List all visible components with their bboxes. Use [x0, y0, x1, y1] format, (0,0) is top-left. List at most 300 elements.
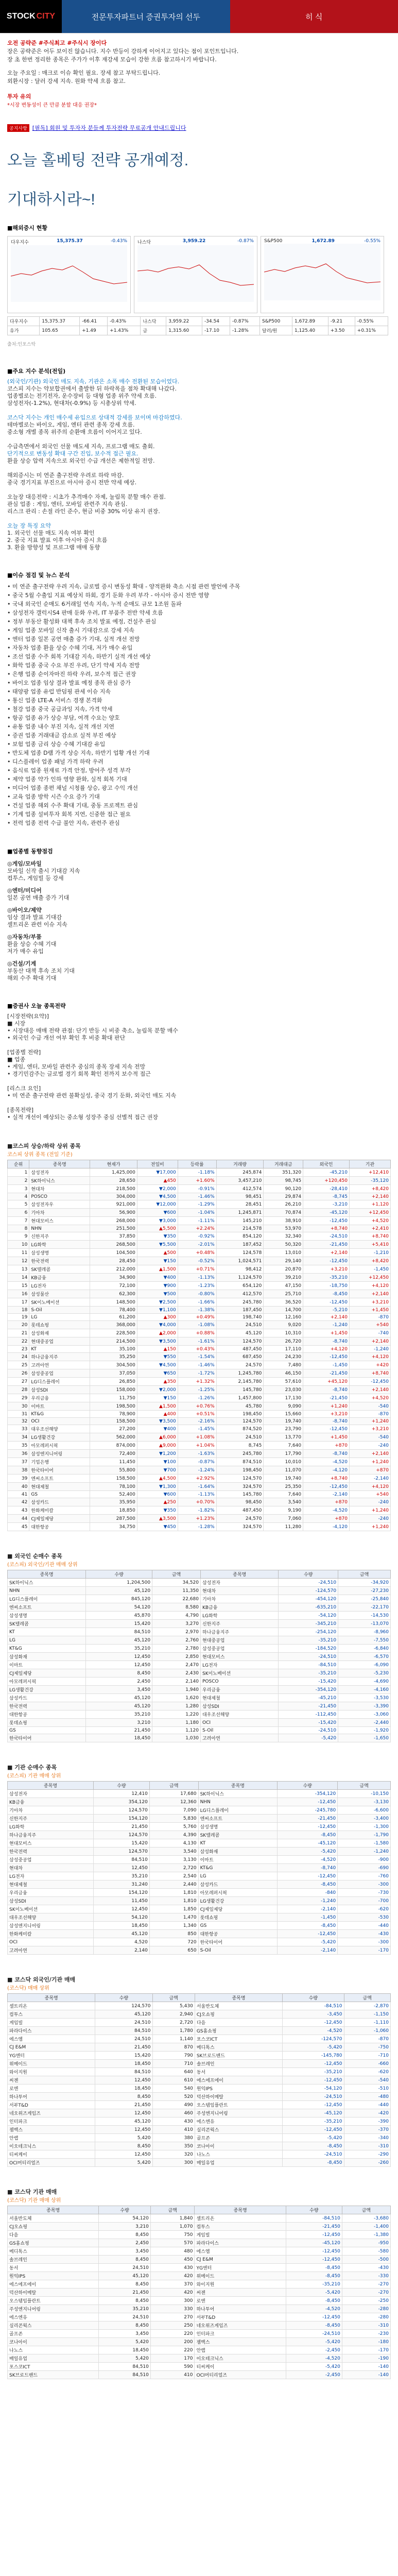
summary-cell: 15,375.37 [40, 317, 80, 326]
table-row[interactable] [8, 2256, 391, 2264]
table-cell: 12,450 [94, 1905, 150, 1913]
table-cell: -1,240 [303, 1321, 350, 1329]
table-cell: 인터파크 [195, 2330, 286, 2338]
summary-cell: 다우지수 [8, 317, 40, 326]
table-cell: 아모레퍼시픽 [8, 1677, 86, 1686]
table-cell: +1,240 [350, 1418, 391, 1425]
table-cell: -22,170 [338, 1603, 391, 1612]
table-row[interactable] [8, 1168, 391, 1177]
table-row[interactable] [8, 1257, 391, 1265]
table-cell: -1,400 [342, 2223, 390, 2231]
warn-head: 투자 유의 [7, 93, 31, 100]
table-cell: 34,520 [152, 1579, 201, 1587]
table-cell: 주성엔지니어링 [195, 2109, 282, 2117]
table-cell: 300 [152, 2159, 195, 2167]
table-header-cell: 등락률 [178, 1160, 216, 1168]
table-row[interactable] [8, 1694, 391, 1702]
table-cell: -0.80% [178, 1290, 216, 1298]
table-row[interactable] [8, 1636, 391, 1645]
table-row[interactable] [8, 1232, 391, 1241]
table-row[interactable] [8, 1265, 391, 1274]
table-cell: 씨젠 [8, 2076, 95, 2084]
table-row[interactable] [8, 2321, 391, 2330]
table-row[interactable] [8, 1249, 391, 1257]
table-row[interactable] [8, 2231, 391, 2239]
table-cell: 위메이드 [195, 2272, 286, 2280]
table-row[interactable] [8, 1686, 391, 1694]
table-row[interactable] [8, 1603, 391, 1612]
table-cell: 이오테크닉스 [8, 2142, 95, 2150]
table-header-cell: 종목명 [200, 1570, 278, 1579]
table-row[interactable] [8, 1353, 391, 1361]
table-row[interactable] [8, 1425, 391, 1433]
sector-list [7, 860, 391, 982]
table-cell: 22,680 [152, 1595, 201, 1603]
table-row[interactable] [8, 2338, 391, 2346]
table-cell: -4,520 [286, 2354, 342, 2363]
table-cell: -240 [350, 1498, 391, 1506]
index-box-sp500[interactable] [261, 236, 384, 313]
table-row[interactable] [8, 2214, 391, 2223]
table-cell: 대우조선해양 [8, 1913, 94, 1922]
table-cell: +8,740 [303, 1475, 350, 1483]
table-cell: +2,140 [350, 1290, 391, 1298]
table-row[interactable] [8, 2043, 391, 2052]
table-cell: 21,450 [94, 1823, 150, 1831]
table-cell: 2,720 [152, 2019, 195, 2027]
intro-line-3: 장 초 한번 정리한 종목은 주가가 이후 재강세 모습이 강한 흐름 참고하시기 바랍니다. [7, 56, 217, 63]
index-chart-dow [11, 245, 127, 302]
table-row[interactable] [8, 1193, 391, 1200]
table-cell: 710 [152, 2060, 195, 2068]
index-chart-nasdaq [137, 245, 254, 302]
table-row[interactable] [8, 1905, 391, 1913]
table-cell: +4,520 [350, 1394, 391, 1402]
summary-cell: 105.65 [40, 326, 80, 335]
table-row[interactable] [8, 1442, 391, 1450]
table-cell: 25,350 [264, 1483, 303, 1491]
table-cell: +1,240 [303, 1402, 350, 1411]
table-cell: 354,120 [94, 1798, 150, 1806]
table-row[interactable] [8, 1677, 391, 1686]
table-cell: 33 [8, 1425, 29, 1433]
table-row[interactable] [8, 1282, 391, 1290]
table-cell: -12,450 [303, 1425, 350, 1433]
issue-bullet: • 태양광 업종 유럽 반덤핑 관세 이슈 지속 [7, 688, 111, 695]
site-logo[interactable] [0, 0, 62, 33]
table-row[interactable] [8, 2076, 391, 2084]
table-cell: 78,100 [90, 1483, 137, 1491]
table-row[interactable] [8, 1298, 391, 1307]
table-row[interactable] [8, 1217, 391, 1225]
table-row[interactable] [8, 2117, 391, 2126]
table-row[interactable] [8, 1378, 391, 1386]
intro-line-5: 외환시장 : 달러 강세 지속. 원화 약세 흐름 참고. [7, 78, 126, 84]
table-cell: -45,210 [303, 1168, 350, 1177]
table-row[interactable] [8, 1394, 391, 1402]
table-row[interactable] [8, 1897, 391, 1905]
table-cell: -1,450 [278, 1913, 338, 1922]
table-row[interactable] [8, 1579, 391, 1587]
table-cell: -12,450 [283, 2019, 344, 2027]
table-cell: YG엔터 [8, 2052, 95, 2060]
table-row[interactable] [8, 2150, 391, 2159]
table-row[interactable] [8, 1798, 391, 1806]
table-row[interactable] [8, 1831, 391, 1839]
table-cell: GS홈쇼핑 [8, 2239, 99, 2247]
sponsor-banner-1[interactable]: 전문투자파트너 증권투자의 선두 [62, 0, 230, 33]
summary-cell: +1.49 [80, 326, 108, 335]
table-cell: +420 [350, 1361, 391, 1369]
summary-cell: 달러/원 [260, 326, 292, 335]
table-cell: 25 [8, 1361, 29, 1369]
announce-link[interactable]: [필독] 회원 및 투자자 분들께 투자전략 무료공개 안내드립니다 [32, 125, 186, 131]
table-cell: 아모레퍼시픽 [29, 1442, 90, 1450]
table-row[interactable] [8, 1587, 391, 1595]
table-cell: 로엔 [195, 2297, 286, 2305]
table-row[interactable] [8, 2134, 391, 2142]
table-cell: 874,520 [216, 1425, 264, 1433]
table-cell: ▼4,500 [137, 1193, 178, 1200]
table-cell: 324,570 [216, 1523, 264, 1531]
announce-badge: 공지사항 [7, 124, 29, 132]
table-cell: -1.61% [178, 1337, 216, 1346]
table-row[interactable] [8, 1402, 391, 1411]
table-cell: KT&G [29, 1411, 90, 1418]
table-cell: 750 [150, 2231, 195, 2239]
table-row[interactable] [8, 2002, 391, 2010]
table-cell: -454,120 [279, 1595, 338, 1603]
table-row[interactable] [8, 1515, 391, 1523]
table-cell: 2,970 [152, 1628, 201, 1636]
table-row[interactable] [8, 2101, 391, 2109]
table-row[interactable] [8, 1185, 391, 1193]
table-cell: -21,450 [303, 1241, 350, 1249]
table-cell: 412,574 [216, 1185, 264, 1193]
table-cell: 3,540 [149, 1848, 198, 1856]
table-cell: CJ E&M [195, 2256, 286, 2264]
table5-sub: (코스닥) 기관 매매 상위 [7, 2198, 61, 2204]
table-cell: 24,510 [216, 1433, 264, 1442]
table-row[interactable] [8, 1314, 391, 1321]
table-cell: 24,510 [99, 2313, 151, 2321]
table-cell: 삼성물산 [29, 1290, 90, 1298]
table-cell: 18 [8, 1307, 29, 1314]
comment-line: 오늘 장 특징 요약 [7, 522, 51, 529]
table-row[interactable] [8, 1290, 391, 1298]
table-cell: 56,900 [90, 1209, 137, 1217]
table-row[interactable] [8, 1483, 391, 1491]
table-row[interactable] [8, 1938, 391, 1946]
table-cell: -8,450 [283, 2142, 344, 2150]
table-row[interactable] [8, 2346, 391, 2354]
table-cell: 57,610 [264, 1378, 303, 1386]
table-cell: -1.63% [178, 1450, 216, 1458]
table-row[interactable] [8, 1856, 391, 1864]
table-cell: 삼성전자 [29, 1168, 90, 1177]
table-cell: -45,120 [286, 2239, 342, 2247]
table-header-cell: 금액 [344, 1994, 391, 2002]
summary-cell: -9.21 [328, 317, 355, 326]
table-row[interactable] [8, 1433, 391, 1442]
table-row[interactable] [8, 1595, 391, 1603]
table-row[interactable] [8, 1702, 391, 1710]
table-cell: ▲300 [137, 1314, 178, 1321]
table-cell: 3 [8, 1185, 29, 1193]
table-row[interactable] [8, 1790, 391, 1798]
table-row[interactable] [8, 1848, 391, 1856]
table-cell: -6,570 [338, 1653, 391, 1661]
table-cell: 서울반도체 [195, 2002, 282, 2010]
table-cell: -840 [278, 1889, 338, 1897]
table-row[interactable] [8, 2068, 391, 2076]
table-cell: -4,520 [283, 2027, 344, 2035]
table-row[interactable] [8, 1872, 391, 1880]
table-cell: -5,230 [338, 1669, 391, 1677]
table-cell: LG전자 [29, 1282, 90, 1290]
table-cell: -12,450 [303, 1217, 350, 1225]
table-row[interactable] [8, 1815, 391, 1823]
table-row[interactable] [8, 2223, 391, 2231]
table-cell: 메디톡스 [195, 2043, 282, 2052]
table-cell: 삼성화재 [198, 1848, 278, 1856]
table-cell: NHN [29, 1225, 90, 1232]
table-row[interactable] [8, 2159, 391, 2167]
table-row[interactable] [8, 2330, 391, 2338]
table-row[interactable] [8, 2027, 391, 2035]
table-cell: S-Oil [200, 1727, 278, 1734]
table-row[interactable] [8, 2093, 391, 2101]
table-cell: +4,120 [303, 1346, 350, 1353]
table-cell: 45,120 [95, 2010, 152, 2019]
table-row[interactable] [8, 1922, 391, 1930]
table-cell: 98,450 [216, 1498, 264, 1506]
table-cell: 로엔 [8, 2084, 95, 2093]
table-row[interactable] [8, 2126, 391, 2134]
table-row[interactable] [8, 1506, 391, 1515]
issue-bullet: • 미디어 업종 종편 채널 시청률 상승, 광고 수익 개선 [7, 785, 138, 791]
table-cell: +4,120 [350, 1353, 391, 1361]
table-cell: -4,520 [286, 2305, 342, 2313]
table-row[interactable] [8, 2371, 391, 2379]
table-row[interactable] [8, 1274, 391, 1282]
table-cell: ▼2,000 [137, 1185, 178, 1193]
table-cell: ▼350 [137, 1232, 178, 1241]
table-row[interactable] [8, 1321, 391, 1329]
table-row[interactable] [8, 1864, 391, 1872]
market-comment-head: ■주요 지수 분석(전일) [7, 368, 66, 375]
table-cell: ▼3,000 [137, 1217, 178, 1225]
table-row[interactable] [8, 1653, 391, 1661]
intro-line-2: 장은 공략준은 어두 보이진 않습니다. 지수 반등이 강하게 이어지고 있다는 점이 포인트입니다. [7, 48, 239, 55]
table-row[interactable] [8, 2142, 391, 2150]
summary-cell: -66.41 [80, 317, 108, 326]
comment-line: 수급측면에서 외국인 선물 매도세 지속, 프로그램 매도 출회. [7, 443, 155, 450]
table-row[interactable] [8, 1628, 391, 1636]
table-cell: -710 [344, 2052, 391, 2060]
table-cell: -5,420 [286, 2338, 342, 2346]
table-row[interactable] [8, 1880, 391, 1889]
table-row[interactable] [8, 1620, 391, 1628]
table-cell: OCI [29, 1418, 90, 1425]
table-row[interactable] [8, 1337, 391, 1346]
table-row[interactable] [8, 2035, 391, 2043]
summary-cell: 나스닥 [141, 317, 166, 326]
table-cell: 하나투어 [8, 2093, 95, 2101]
table-cell: -170 [342, 2346, 390, 2354]
table-row[interactable] [8, 1661, 391, 1669]
table-row[interactable] [8, 1475, 391, 1483]
table-cell: 12,450 [86, 1653, 152, 1661]
table-cell: 251,500 [90, 1225, 137, 1232]
table-row[interactable] [8, 2272, 391, 2280]
table-cell: -8,450 [278, 1922, 338, 1930]
table-row[interactable] [8, 2084, 391, 2093]
table-cell: 27 [8, 1378, 29, 1386]
table-row[interactable] [8, 1806, 391, 1815]
table-row[interactable] [8, 1458, 391, 1466]
table-row[interactable] [8, 1209, 391, 1217]
table-row[interactable] [8, 1307, 391, 1314]
table-row[interactable] [8, 2052, 391, 2060]
table-cell: 3,130 [149, 1856, 198, 1864]
table-cell: -300 [338, 1938, 391, 1946]
table-row[interactable] [8, 1645, 391, 1653]
table-cell: 2,440 [149, 1880, 198, 1889]
table-cell: 170 [150, 2354, 195, 2363]
table-row[interactable] [8, 1930, 391, 1938]
table-row[interactable] [8, 1361, 391, 1369]
sponsor-banner-2[interactable]: 히 식 [230, 0, 398, 33]
table-cell: -12,450 [303, 1257, 350, 1265]
table-row[interactable] [8, 1839, 391, 1848]
table-row[interactable] [8, 1241, 391, 1249]
table-row[interactable] [8, 2010, 391, 2019]
table-cell: ▼17,000 [137, 1168, 178, 1177]
table-cell: 4,520 [94, 1938, 150, 1946]
table-cell: -310 [342, 2321, 390, 2330]
issue-bullet: • 자동차 업종 환율 상승 수혜 기대, 저가 매수 유입 [7, 645, 133, 651]
table-row[interactable] [8, 1369, 391, 1378]
table-cell: -345,210 [279, 1620, 338, 1628]
top-banner[interactable] [0, 0, 398, 33]
table-cell: 2,720 [149, 1864, 198, 1872]
table-row[interactable] [8, 1612, 391, 1620]
table-cell: -2,450 [286, 2346, 342, 2354]
table-cell: 18,450 [99, 2346, 151, 2354]
table-cell: 28,451 [216, 1200, 264, 1209]
strategy-section [0, 987, 398, 1126]
table-row[interactable] [8, 2247, 391, 2256]
issue-bullet: • 전력 업종 전력 수급 불안 지속, 관련주 관심 [7, 820, 120, 826]
table-row[interactable] [8, 1200, 391, 1209]
table-cell: 31,240 [94, 1880, 150, 1889]
sector-line: 컴투스, 게임빌 등 강세 [7, 875, 64, 882]
table-row[interactable] [8, 1418, 391, 1425]
table-cell: ▼350 [137, 1506, 178, 1515]
table-cell: -6,840 [338, 1645, 391, 1653]
table-cell: POSCO [200, 1677, 278, 1686]
table-cell: LG [29, 1314, 90, 1321]
table-cell: SK브로드밴드 [195, 2052, 282, 2060]
table-row[interactable] [8, 1450, 391, 1458]
table-cell: 14 [8, 1274, 29, 1282]
table-row[interactable] [8, 2313, 391, 2321]
table-cell: 네오위즈게임즈 [195, 2321, 286, 2330]
table-row[interactable] [8, 1329, 391, 1337]
table-row[interactable] [8, 2354, 391, 2363]
table-cell: 골프존 [8, 2330, 99, 2338]
table-row[interactable] [8, 1734, 391, 1742]
table-row[interactable] [8, 1177, 391, 1185]
table-row[interactable] [8, 2297, 391, 2305]
index-box-nasdaq[interactable] [134, 236, 257, 313]
table-row[interactable] [8, 1411, 391, 1418]
table-row[interactable] [8, 2019, 391, 2027]
table-cell: 2,540 [149, 1872, 198, 1880]
table-row[interactable] [8, 1710, 391, 1719]
table-row[interactable] [8, 1913, 391, 1922]
table-cell: ▼4,500 [137, 1361, 178, 1369]
table-row[interactable] [8, 2363, 391, 2371]
table-cell: 45,870 [86, 1612, 152, 1620]
table-row[interactable] [8, 1669, 391, 1677]
table-row[interactable] [8, 2109, 391, 2117]
index-box-dow[interactable] [7, 236, 131, 313]
table-cell: 11,070 [264, 1466, 303, 1475]
table-cell: -1.29% [178, 1200, 216, 1209]
table-row[interactable] [8, 1491, 391, 1498]
table1-sub: 코스피 상위 종목 (전일 기준) [7, 1152, 73, 1158]
table-row[interactable] [8, 2239, 391, 2247]
table-row[interactable] [8, 1889, 391, 1897]
table-cell: 대한항공 [8, 1710, 86, 1719]
table-row[interactable] [8, 1225, 391, 1232]
table-row[interactable] [8, 2264, 391, 2272]
table-cell: -24,510 [279, 1653, 338, 1661]
table-cell: -124,570 [283, 2035, 344, 2043]
table-cell: 5,420 [99, 2354, 151, 2363]
table-row[interactable] [8, 1719, 391, 1727]
comment-line: 해외증시는 미 연준 출구전략 우려로 하락 마감. [7, 472, 124, 479]
table-cell: SK하이닉스 [8, 1579, 86, 1587]
table-row[interactable] [8, 1386, 391, 1394]
table-row[interactable] [8, 1523, 391, 1531]
table-cell: -145,780 [283, 2052, 344, 2060]
table-cell: 420 [150, 2272, 195, 2280]
table-cell: 480 [150, 2247, 195, 2256]
table-row[interactable] [8, 1727, 391, 1734]
table-cell: 포스코ICT [8, 2363, 99, 2371]
table-row[interactable] [8, 2289, 391, 2297]
table-row[interactable] [8, 2280, 391, 2289]
sector-title: ◎자동차/부품 [7, 934, 42, 940]
table-cell: 3,450 [99, 2330, 151, 2338]
table-row[interactable] [8, 2305, 391, 2313]
table-row[interactable] [8, 1946, 391, 1955]
announcement[interactable] [7, 124, 391, 132]
index-value: 15,375.37 [57, 239, 83, 244]
table-row[interactable] [8, 1498, 391, 1506]
table-row[interactable] [8, 1823, 391, 1831]
table-row[interactable] [8, 1346, 391, 1353]
table-cell: -5,420 [283, 2134, 344, 2142]
table-row[interactable] [8, 1466, 391, 1475]
table-cell: +45,120 [303, 1378, 350, 1386]
table-cell: SK이노베이션 [8, 1905, 94, 1913]
table-cell: 37 [8, 1458, 29, 1466]
table-row[interactable] [8, 2060, 391, 2068]
